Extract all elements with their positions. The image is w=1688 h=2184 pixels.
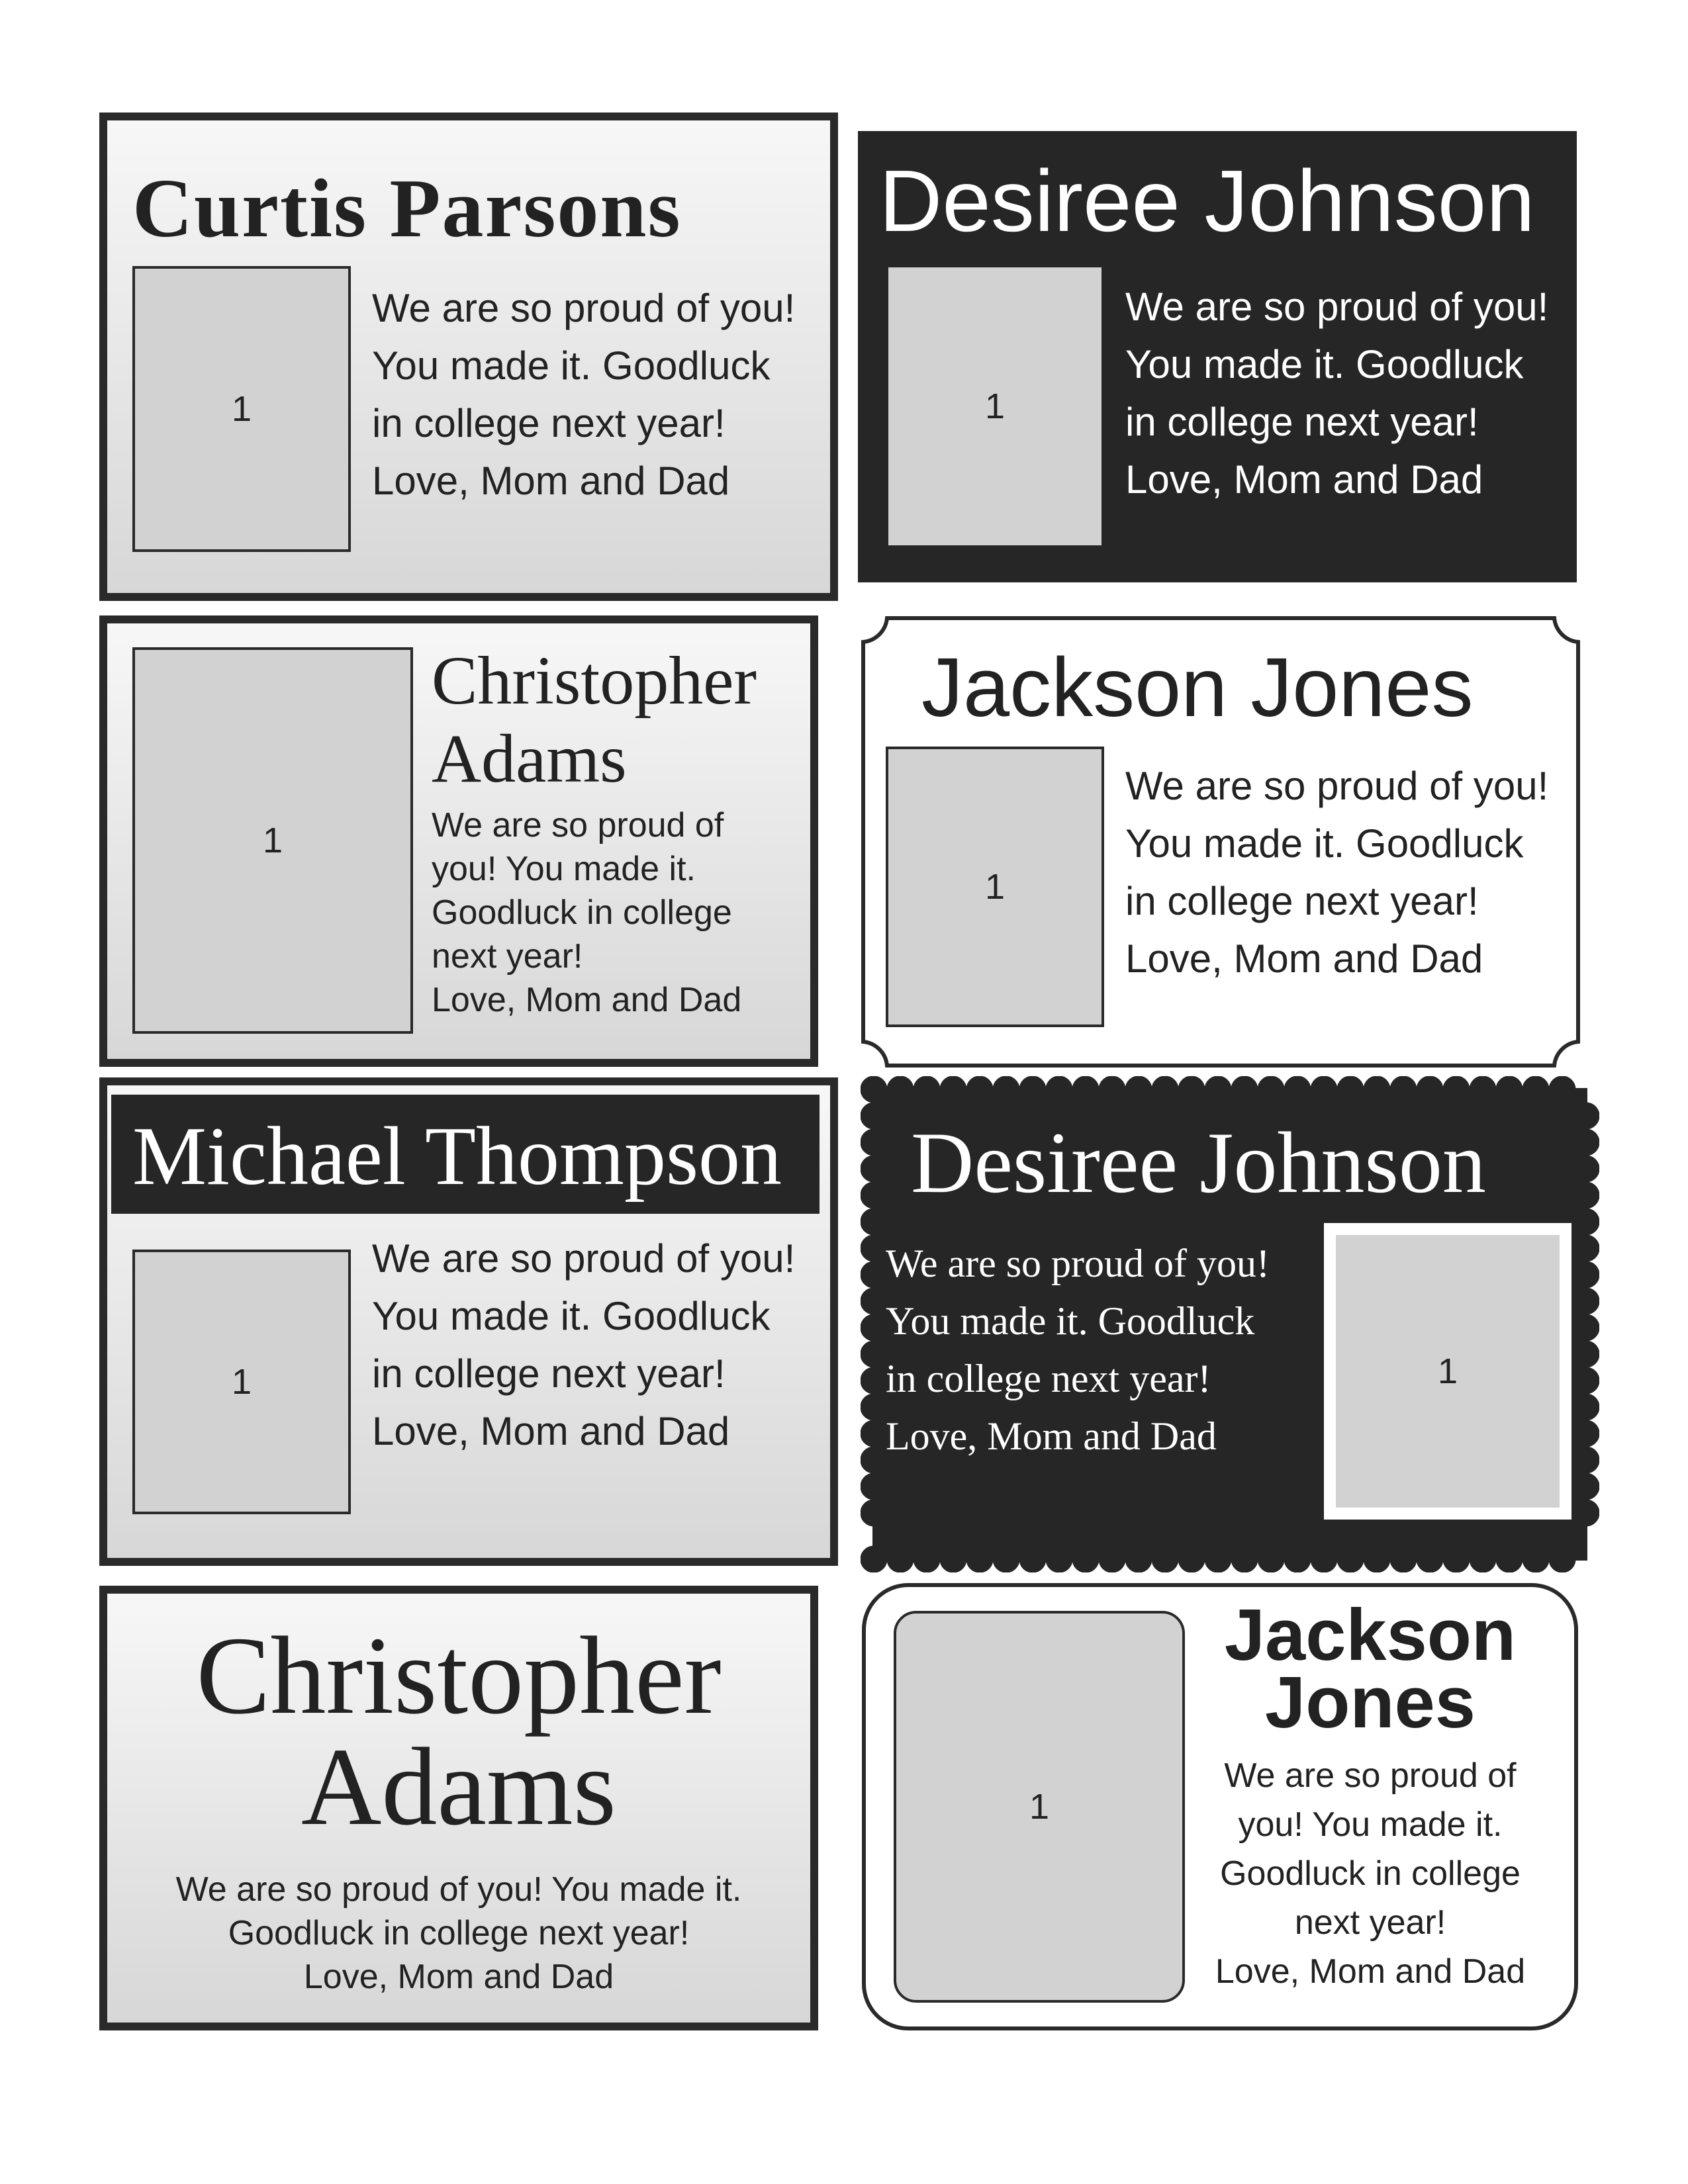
card-jackson-jones-rounded <box>862 1583 1578 2030</box>
scallop-dot <box>1417 1076 1443 1103</box>
scallop-dot <box>1258 1546 1284 1572</box>
message-line: We are so proud of <box>432 806 724 844</box>
scallop-dot <box>1496 1076 1523 1103</box>
message-line: You made it. Goodluck <box>886 1299 1255 1343</box>
name-line: Adams <box>432 721 627 797</box>
message-line: You made it. Goodluck <box>372 1294 771 1338</box>
card-desiree-johnson-scalloped <box>861 1076 1599 1572</box>
scallop-dot <box>1178 1546 1205 1572</box>
scallop-dot <box>1549 1546 1575 1572</box>
message-line: in college next year! <box>1125 879 1479 923</box>
photo-placeholder[interactable]: 1 <box>132 1250 351 1514</box>
scallop-dot <box>1099 1546 1125 1572</box>
scallop-dot <box>1152 1546 1178 1572</box>
message-line: Love, Mom and Dad <box>1215 1952 1526 1991</box>
scallop-dot <box>861 1341 887 1367</box>
scallop-dot <box>861 1314 887 1341</box>
name-line: Jackson <box>1224 1594 1517 1676</box>
scallop-dot <box>1337 1076 1364 1103</box>
scallop-dot <box>1573 1208 1599 1235</box>
scallop-dot <box>1573 1367 1599 1394</box>
card-name: Desiree Johnson <box>879 152 1535 250</box>
message-line: We are so proud of you! <box>886 1242 1270 1285</box>
scallop-dot <box>1311 1076 1337 1103</box>
scallop-dot <box>993 1546 1019 1572</box>
card-message <box>432 803 741 1022</box>
message-line: you! You made it. <box>1238 1805 1503 1844</box>
scallop-dot <box>1125 1546 1152 1572</box>
message-line: next year! <box>432 937 583 976</box>
message-line: Love, Mom and Dad <box>886 1414 1217 1458</box>
name-line: Christopher <box>196 1614 722 1737</box>
photo-placeholder[interactable]: 1 <box>886 747 1104 1027</box>
name-line: Jones <box>1265 1662 1476 1743</box>
scallop-dot <box>1470 1076 1496 1103</box>
scallop-dot <box>940 1546 966 1572</box>
scallop-dot <box>861 1447 887 1473</box>
scallop-dot <box>1284 1076 1311 1103</box>
scallop-dot <box>861 1182 887 1208</box>
message-line: in college next year! <box>372 1351 726 1396</box>
scallop-dot <box>861 1546 887 1572</box>
message-line: Love, Mom and Dad <box>303 1958 614 1996</box>
scallop-dot <box>1205 1546 1231 1572</box>
message-line: Goodluck in college <box>1220 1854 1521 1893</box>
scallop-dot <box>1573 1314 1599 1341</box>
scallop-dot <box>914 1076 940 1103</box>
scallop-dot <box>1573 1103 1599 1129</box>
scallop-dot <box>861 1076 887 1103</box>
scallop-dot <box>1072 1546 1099 1572</box>
message-line: Love, Mom and Dad <box>1125 457 1483 502</box>
card-name: Curtis Parsons <box>132 163 682 255</box>
scallop-dot <box>861 1420 887 1447</box>
photo-placeholder[interactable]: 1 <box>888 267 1102 545</box>
message-line: in college next year! <box>886 1357 1211 1400</box>
scallop-dot <box>861 1288 887 1314</box>
name-line: Christopher <box>432 643 757 719</box>
scallop-dot <box>1178 1076 1205 1103</box>
card-name: Jackson Jones <box>921 641 1474 734</box>
scallop-dot <box>1125 1076 1152 1103</box>
scallop-dot <box>914 1546 940 1572</box>
card-jackson-jones <box>861 615 1581 1068</box>
message-line: You made it. Goodluck <box>372 343 771 388</box>
scallop-dot <box>1152 1076 1178 1103</box>
card-message <box>372 1230 795 1460</box>
scallop-dot <box>1573 1156 1599 1182</box>
card-curtis-parsons <box>99 113 838 601</box>
card-message <box>1125 757 1548 987</box>
message-line: next year! <box>1294 1903 1446 1942</box>
scallop-dot <box>1311 1546 1337 1572</box>
message-line: you! You made it. <box>432 850 696 888</box>
scallop-dot <box>1337 1546 1364 1572</box>
scallop-dot <box>861 1156 887 1182</box>
message-line: We are so proud of you! <box>372 286 796 330</box>
scallop-dot <box>1443 1076 1470 1103</box>
scallop-dot <box>1231 1546 1258 1572</box>
card-message <box>1125 278 1548 508</box>
card-christopher-adams-small <box>99 615 818 1067</box>
scallop-dot <box>861 1261 887 1288</box>
message-line: in college next year! <box>372 401 726 445</box>
scallop-dot <box>1231 1076 1258 1103</box>
card-name <box>432 642 757 798</box>
scallop-dot <box>966 1076 993 1103</box>
card-name <box>107 1614 810 1848</box>
scallop-dot <box>887 1076 914 1103</box>
scallop-dot <box>1573 1182 1599 1208</box>
scallop-dot <box>1099 1076 1125 1103</box>
scallop-dot <box>1496 1546 1523 1572</box>
card-christopher-adams-large <box>99 1586 818 2030</box>
scallop-dot <box>1573 1500 1599 1526</box>
message-line: Goodluck in college next year! <box>228 1914 690 1952</box>
scallop-dot <box>1573 1447 1599 1473</box>
scallop-dot <box>1549 1076 1575 1103</box>
photo-placeholder[interactable]: 1 <box>894 1611 1185 2003</box>
scallop-dot <box>1523 1076 1549 1103</box>
scallop-dot <box>1443 1546 1470 1572</box>
card-desiree-johnson <box>858 131 1577 582</box>
scallop-dot <box>861 1473 887 1500</box>
message-line: Love, Mom and Dad <box>372 1409 730 1453</box>
card-name: Desiree Johnson <box>911 1114 1486 1211</box>
message-line: We are so proud of you! You made it. <box>175 1870 742 1909</box>
scallop-dot <box>1573 1473 1599 1500</box>
card-message <box>372 279 795 510</box>
scallop-dot <box>887 1546 914 1572</box>
photo-placeholder[interactable]: 1 <box>1336 1235 1560 1508</box>
name-line: Adams <box>301 1725 616 1848</box>
card-message <box>1198 1751 1542 1996</box>
scallop-dot <box>861 1394 887 1420</box>
card-message <box>886 1235 1270 1465</box>
scallop-dot <box>1072 1076 1099 1103</box>
scallop-dot <box>1573 1341 1599 1367</box>
scallop-dot <box>1523 1546 1549 1572</box>
scallop-dot <box>1364 1076 1390 1103</box>
scallop-dot <box>1364 1546 1390 1572</box>
scallop-dot <box>861 1367 887 1394</box>
message-line: We are so proud of you! <box>372 1236 796 1281</box>
scallop-dot <box>966 1546 993 1572</box>
scallop-dot <box>1573 1235 1599 1261</box>
message-line: You made it. Goodluck <box>1125 342 1524 387</box>
scallop-dot <box>1284 1546 1311 1572</box>
photo-placeholder[interactable]: 1 <box>132 647 413 1034</box>
scallop-dot <box>1417 1546 1443 1572</box>
message-line: Love, Mom and Dad <box>1125 936 1483 981</box>
scallop-dot <box>1573 1420 1599 1447</box>
scallop-dot <box>861 1500 887 1526</box>
scallop-dot <box>940 1076 966 1103</box>
card-name <box>1198 1594 1542 1743</box>
message-line: We are so proud of <box>1224 1756 1517 1795</box>
message-line: in college next year! <box>1125 400 1479 444</box>
scallop-dot <box>1205 1076 1231 1103</box>
scallop-dot <box>993 1076 1019 1103</box>
message-line: Love, Mom and Dad <box>432 981 742 1019</box>
scallop-dot <box>1573 1261 1599 1288</box>
card-name: Michael Thompson <box>132 1111 782 1203</box>
scallop-dot <box>1258 1076 1284 1103</box>
scallop-dot <box>861 1103 887 1129</box>
scallop-dot <box>1573 1129 1599 1156</box>
card-michael-thompson <box>99 1077 838 1566</box>
photo-placeholder[interactable]: 1 <box>132 266 351 552</box>
scallop-dot <box>1019 1546 1046 1572</box>
message-line: We are so proud of you! <box>1125 285 1549 329</box>
message-line: We are so proud of you! <box>1125 764 1549 808</box>
scallop-dot <box>1573 1288 1599 1314</box>
message-line: You made it. Goodluck <box>1125 821 1524 866</box>
scallop-dot <box>1046 1546 1072 1572</box>
scallop-dot <box>1046 1076 1072 1103</box>
scallop-dot <box>1573 1394 1599 1420</box>
scallop-dot <box>1390 1546 1417 1572</box>
message-line: Love, Mom and Dad <box>372 459 730 503</box>
scallop-dot <box>1019 1076 1046 1103</box>
scallop-dot <box>861 1235 887 1261</box>
scallop-dot <box>1390 1076 1417 1103</box>
scallop-dot <box>861 1208 887 1235</box>
card-message <box>107 1868 810 1999</box>
message-line: Goodluck in college <box>432 893 732 932</box>
scallop-dot <box>1470 1546 1496 1572</box>
scallop-dot <box>861 1129 887 1156</box>
